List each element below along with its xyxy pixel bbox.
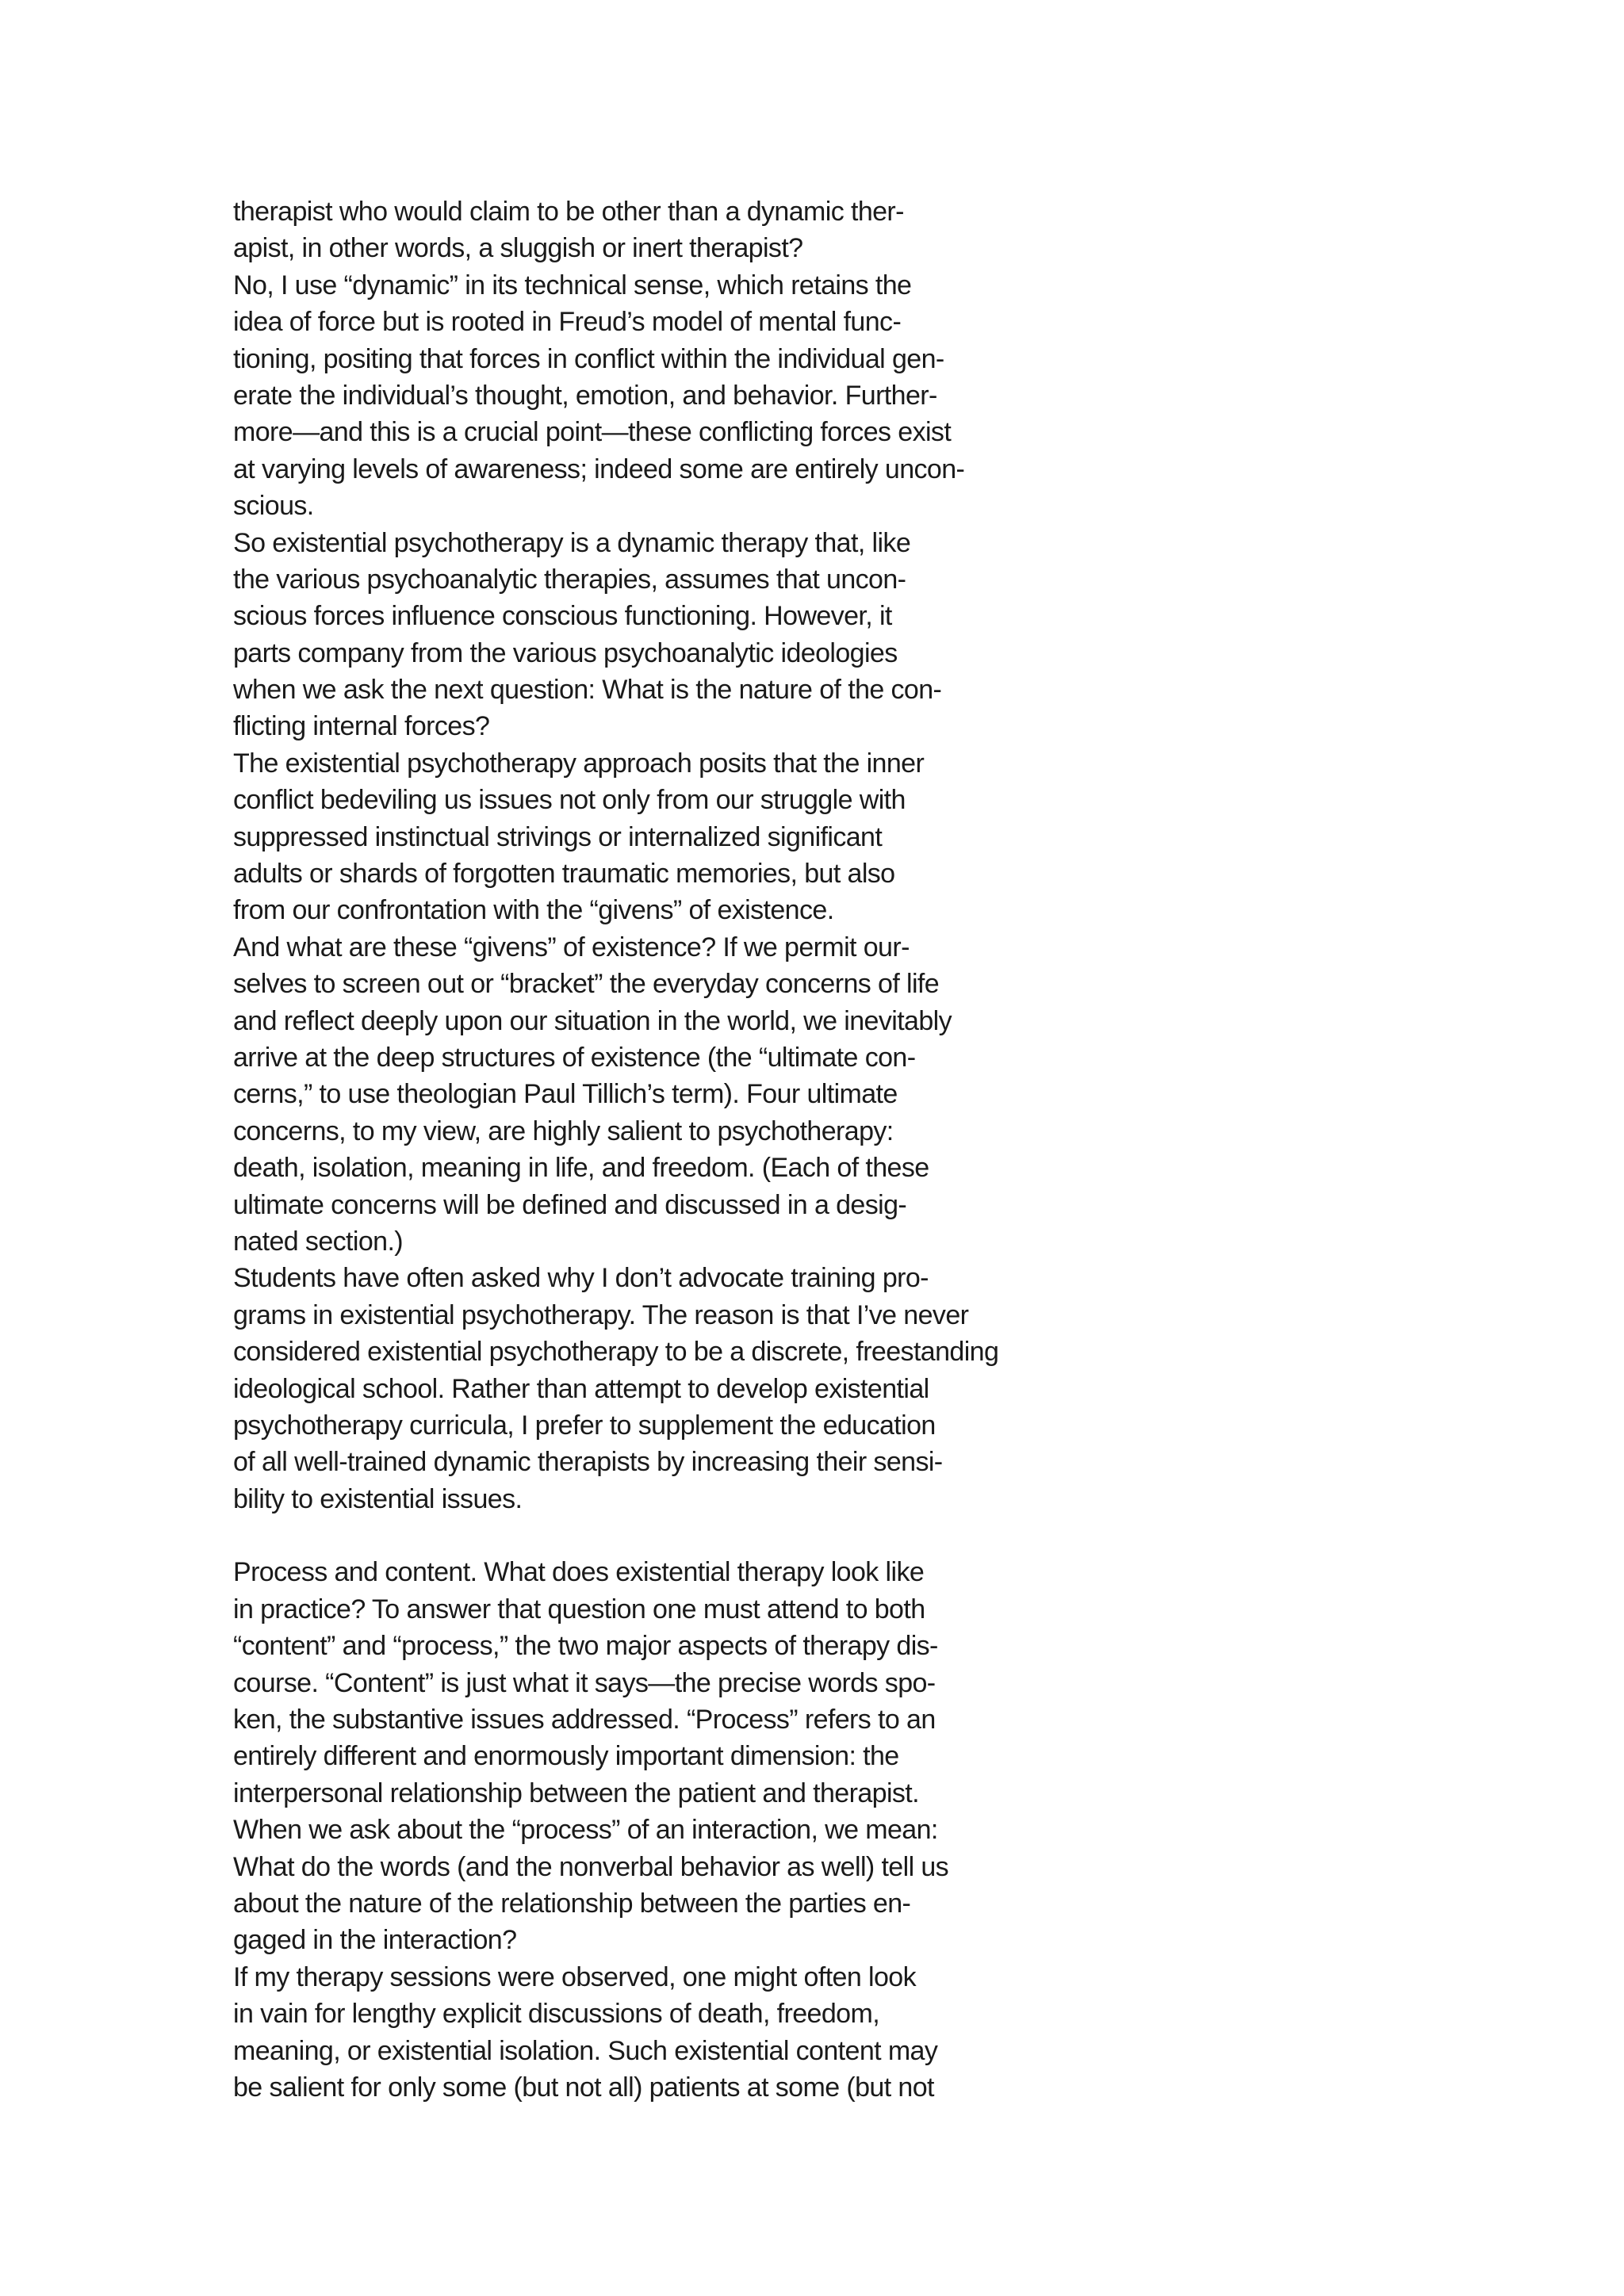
text-line: What do the words (and the nonverbal behavior as well) tell us bbox=[233, 1851, 949, 1882]
text-line: scious. bbox=[233, 491, 314, 522]
text-line: the various psychoanalytic therapies, assumes that uncon- bbox=[233, 564, 906, 595]
text-line: tioning, positing that forces in conflict within the individual gen- bbox=[233, 343, 944, 374]
text-line: when we ask the next question: What is the nature of the con- bbox=[233, 675, 942, 706]
text-line: erate the individual’s thought, emotion, and behavior. Further- bbox=[233, 380, 937, 411]
text-line: ken, the substantive issues addressed. “Process” refers to an bbox=[233, 1705, 936, 1735]
text-line: meaning, or existential isolation. Such existential content may bbox=[233, 2035, 938, 2066]
text-line: When we ask about the “process” of an interaction, we mean: bbox=[233, 1815, 938, 1846]
text-line: cerns,” to use theologian Paul Tillich’s term). Four ultimate bbox=[233, 1079, 898, 1110]
text-line: from our confrontation with the “givens” of existence. bbox=[233, 895, 834, 926]
text-line: course. “Content” is just what it says—the precise words spo- bbox=[233, 1667, 936, 1698]
text-line: flicting internal forces? bbox=[233, 711, 490, 742]
text-line: If my therapy sessions were observed, one might often look bbox=[233, 1961, 916, 1992]
text-line: No, I use “dynamic” in its technical sense, which retains the bbox=[233, 270, 912, 300]
text-line: of all well-trained dynamic therapists by increasing their sensi- bbox=[233, 1447, 943, 1478]
text-line: scious forces influence conscious functioning. However, it bbox=[233, 601, 892, 632]
text-line: And what are these “givens” of existence? If we permit our- bbox=[233, 932, 910, 962]
body-text bbox=[233, 193, 1423, 2106]
text-line: more—and this is a crucial point—these conflicting forces exist bbox=[233, 417, 952, 448]
text-line: considered existential psychotherapy to be a discrete, freestanding bbox=[233, 1337, 999, 1368]
text-line: apist, in other words, a sluggish or inert therapist? bbox=[233, 233, 803, 264]
text-line: at varying levels of awareness; indeed some are entirely uncon- bbox=[233, 453, 965, 484]
text-line: arrive at the deep structures of existence (the “ultimate con- bbox=[233, 1042, 916, 1073]
text-line: selves to screen out or “bracket” the everyday concerns of life bbox=[233, 969, 940, 1000]
text-line: concerns, to my view, are highly salient to psychotherapy: bbox=[233, 1115, 894, 1146]
text-line: ultimate concerns will be defined and discussed in a desig- bbox=[233, 1189, 907, 1220]
text-line: bility to existential issues. bbox=[233, 1483, 523, 1514]
text-line: The existential psychotherapy approach posits that the inner bbox=[233, 748, 925, 779]
text-line: be salient for only some (but not all) patients at some (but not bbox=[233, 2072, 934, 2103]
text-line: suppressed instinctual strivings or internalized significant bbox=[233, 821, 883, 852]
text-line: “content” and “process,” the two major aspects of therapy dis- bbox=[233, 1631, 938, 1662]
text-line: death, isolation, meaning in life, and freedom. (Each of these bbox=[233, 1153, 929, 1184]
text-line: Students have often asked why I don’t advocate training pro- bbox=[233, 1263, 929, 1294]
text-line: in practice? To answer that question one must attend to both bbox=[233, 1594, 925, 1624]
text-line: interpersonal relationship between the patient and therapist. bbox=[233, 1777, 919, 1808]
text-line: conflict bedeviling us issues not only from our struggle with bbox=[233, 785, 906, 816]
text-line: psychotherapy curricula, I prefer to supplement the education bbox=[233, 1410, 936, 1441]
text-line: in vain for lengthy explicit discussions of death, freedom, bbox=[233, 1999, 880, 2030]
text-line: Process and content. What does existential therapy look like bbox=[233, 1557, 925, 1588]
text-line: and reflect deeply upon our situation in the world, we inevitably bbox=[233, 1005, 952, 1036]
text-line: adults or shards of forgotten traumatic memories, but also bbox=[233, 859, 895, 890]
text-line: idea of force but is rooted in Freud’s model of mental func- bbox=[233, 307, 902, 338]
text-line: therapist who would claim to be other than a dynamic ther- bbox=[233, 197, 904, 227]
text-line: gaged in the interaction? bbox=[233, 1925, 517, 1956]
text-line: So existential psychotherapy is a dynamic therapy that, like bbox=[233, 527, 911, 558]
text-line: about the nature of the relationship between the parties en- bbox=[233, 1888, 911, 1919]
text-line: ideological school. Rather than attempt to develop existential bbox=[233, 1373, 929, 1404]
text-line: parts company from the various psychoanalytic ideologies bbox=[233, 637, 898, 668]
text-line: entirely different and enormously important dimension: the bbox=[233, 1741, 899, 1772]
text-line: nated section.) bbox=[233, 1226, 404, 1257]
text-line: grams in existential psychotherapy. The reason is that I’ve never bbox=[233, 1299, 969, 1330]
paragraph-gap bbox=[233, 1517, 1423, 1554]
